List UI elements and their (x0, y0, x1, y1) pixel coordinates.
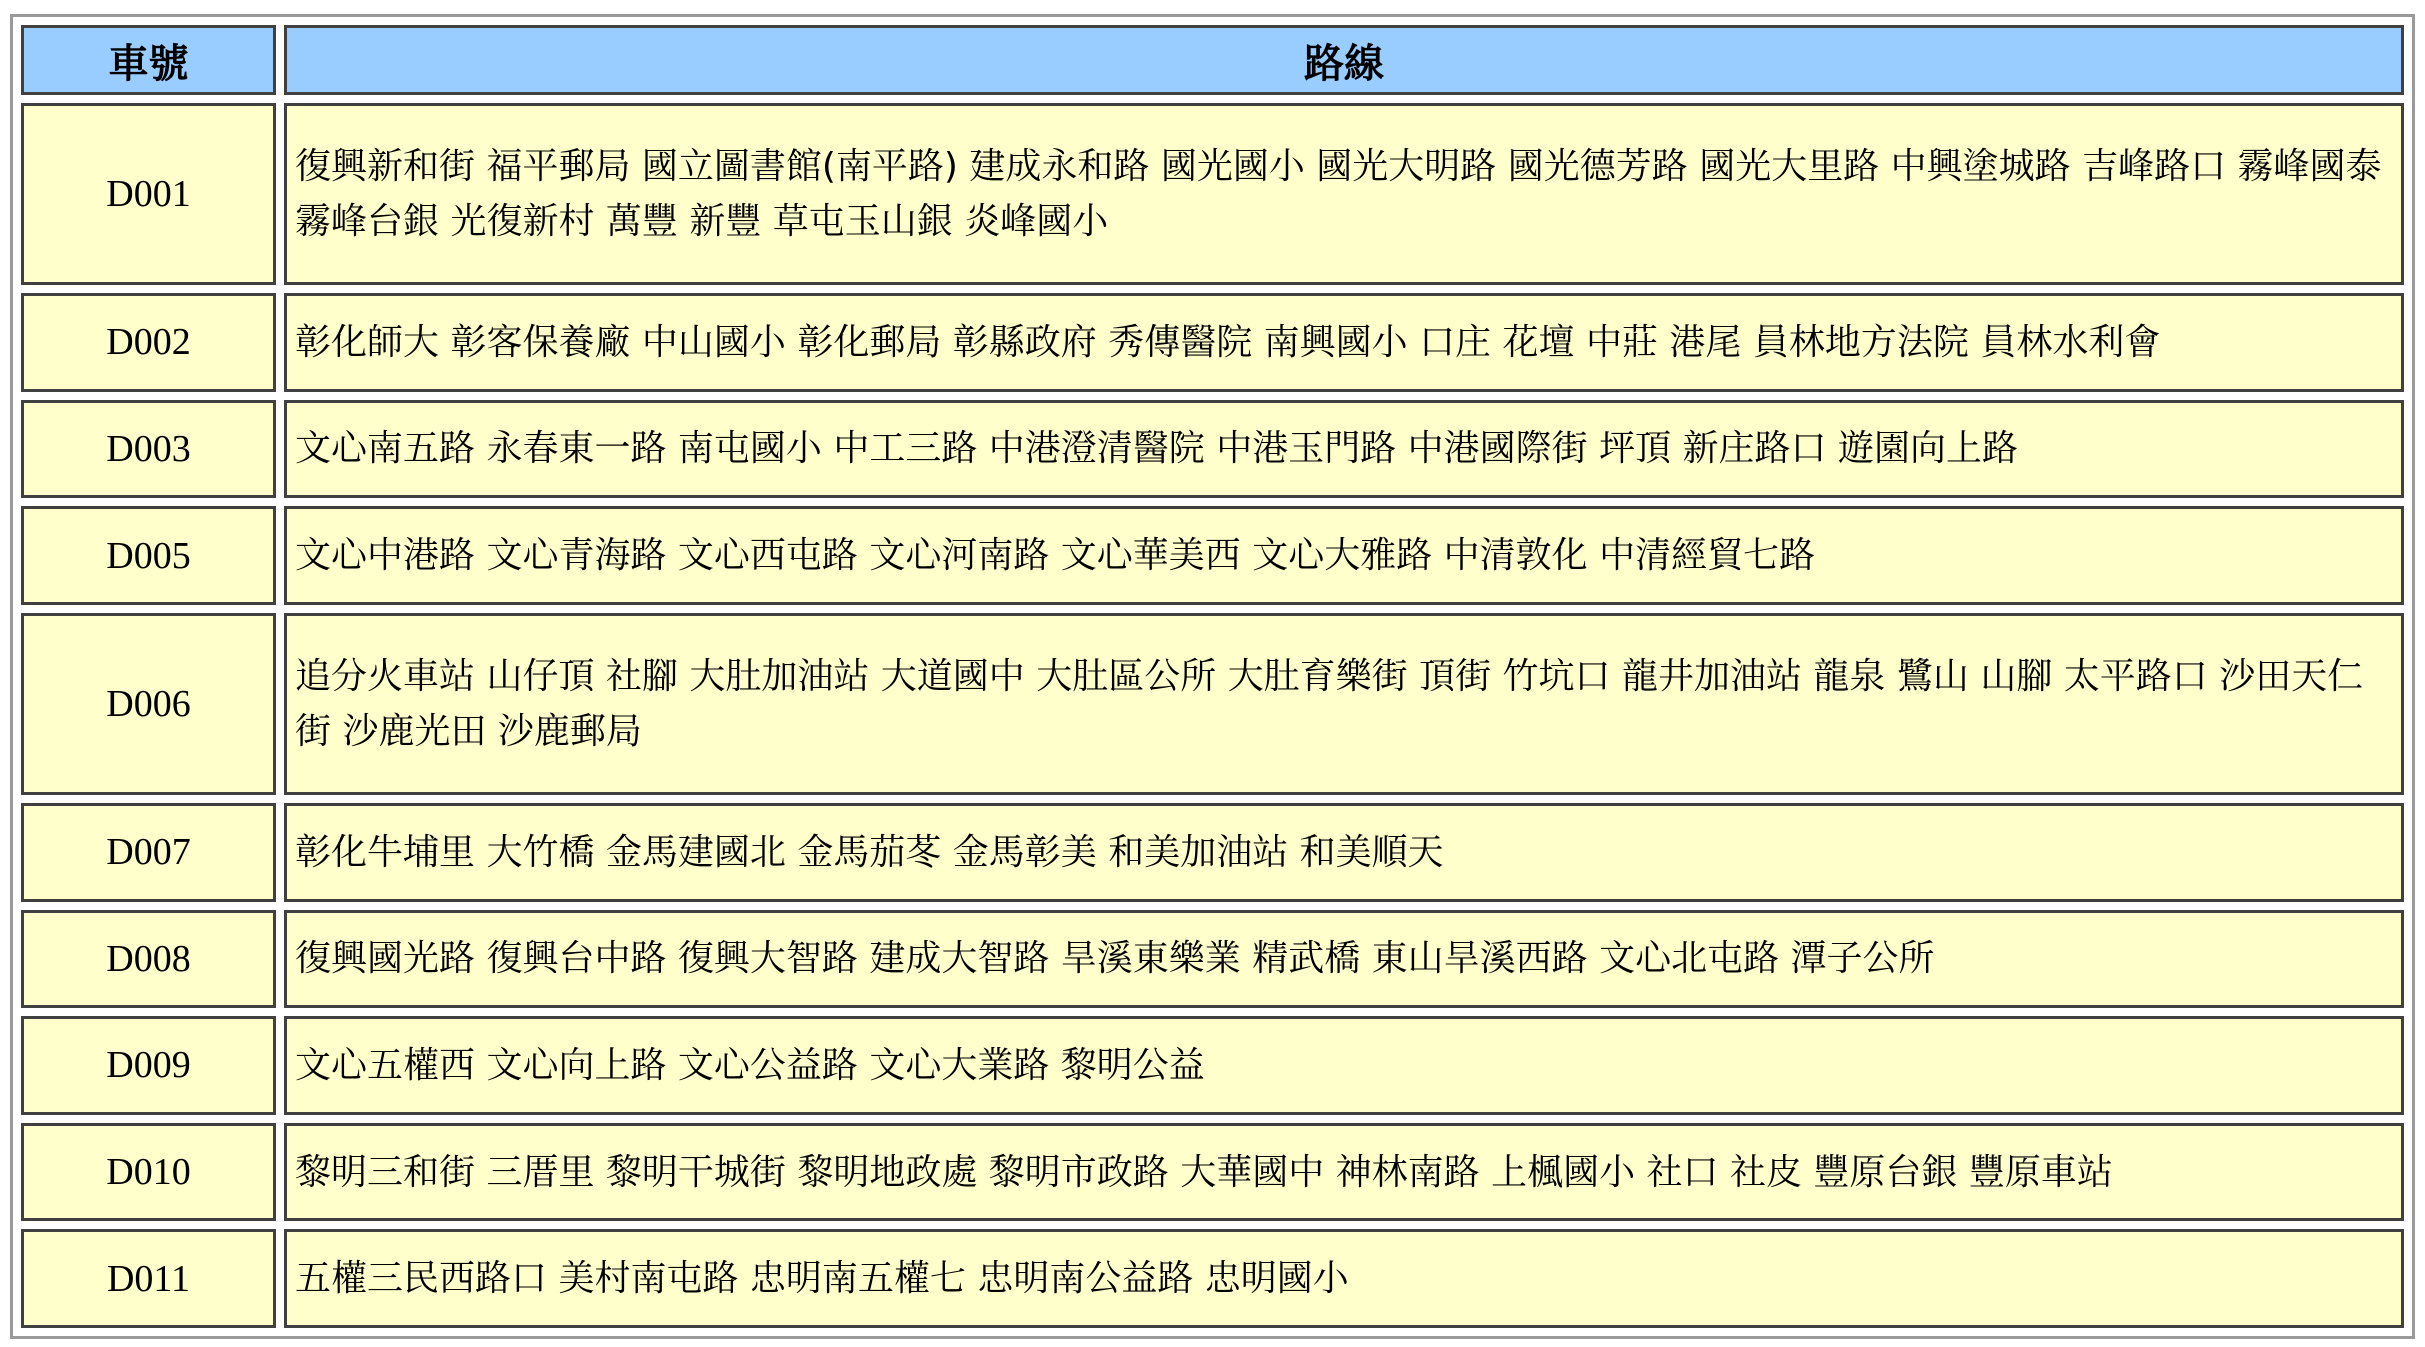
table-row (21, 1123, 2404, 1222)
route-cell: 黎明三和街 三厝里 黎明干城街 黎明地政處 黎明市政路 大華國中 神林南路 上楓國小 社口 社皮 豐原台銀 豐原車站 (284, 1123, 2404, 1222)
bus-number-cell: D011 (21, 1229, 276, 1328)
route-table (13, 17, 2412, 1336)
bus-number-cell: D007 (21, 803, 276, 902)
header-route: 路線 (284, 25, 2404, 95)
bus-number-cell: D008 (21, 910, 276, 1009)
bus-number-cell: D005 (21, 506, 276, 605)
header-bus-number: 車號 (21, 25, 276, 95)
header-row (21, 25, 2404, 95)
route-cell: 追分火車站 山仔頂 社腳 大肚加油站 大道國中 大肚區公所 大肚育樂街 頂街 竹坑口 龍井加油站 龍泉 鷺山 山腳 太平路口 沙田天仁街 沙鹿光田 沙鹿郵局 (284, 613, 2404, 795)
route-cell: 復興國光路 復興台中路 復興大智路 建成大智路 旱溪東樂業 精武橋 東山旱溪西路 文心北屯路 潭子公所 (284, 910, 2404, 1009)
route-table-container (10, 14, 2415, 1339)
bus-number-cell: D010 (21, 1123, 276, 1222)
bus-number-cell: D001 (21, 103, 276, 285)
table-row (21, 400, 2404, 499)
table-row (21, 1229, 2404, 1328)
table-row (21, 613, 2404, 795)
route-cell: 文心南五路 永春東一路 南屯國小 中工三路 中港澄清醫院 中港玉門路 中港國際街 坪頂 新庄路口 遊園向上路 (284, 400, 2404, 499)
table-row (21, 293, 2404, 392)
bus-number-cell: D003 (21, 400, 276, 499)
route-cell: 彰化師大 彰客保養廠 中山國小 彰化郵局 彰縣政府 秀傳醫院 南興國小 口庄 花壇 中莊 港尾 員林地方法院 員林水利會 (284, 293, 2404, 392)
table-row (21, 1016, 2404, 1115)
route-cell: 五權三民西路口 美村南屯路 忠明南五權七 忠明南公益路 忠明國小 (284, 1229, 2404, 1328)
route-cell: 彰化牛埔里 大竹橋 金馬建國北 金馬茄苳 金馬彰美 和美加油站 和美順天 (284, 803, 2404, 902)
table-row (21, 803, 2404, 902)
route-cell: 文心五權西 文心向上路 文心公益路 文心大業路 黎明公益 (284, 1016, 2404, 1115)
table-row (21, 506, 2404, 605)
bus-number-cell: D006 (21, 613, 276, 795)
bus-number-cell: D009 (21, 1016, 276, 1115)
bus-number-cell: D002 (21, 293, 276, 392)
table-row (21, 910, 2404, 1009)
route-cell: 文心中港路 文心青海路 文心西屯路 文心河南路 文心華美西 文心大雅路 中清敦化 中清經貿七路 (284, 506, 2404, 605)
route-cell: 復興新和街 福平郵局 國立圖書館(南平路) 建成永和路 國光國小 國光大明路 國光德芳路 國光大里路 中興塗城路 吉峰路口 霧峰國泰 霧峰台銀 光復新村 萬豐 新豐 草屯玉山銀 炎峰國小 (284, 103, 2404, 285)
table-row (21, 103, 2404, 285)
